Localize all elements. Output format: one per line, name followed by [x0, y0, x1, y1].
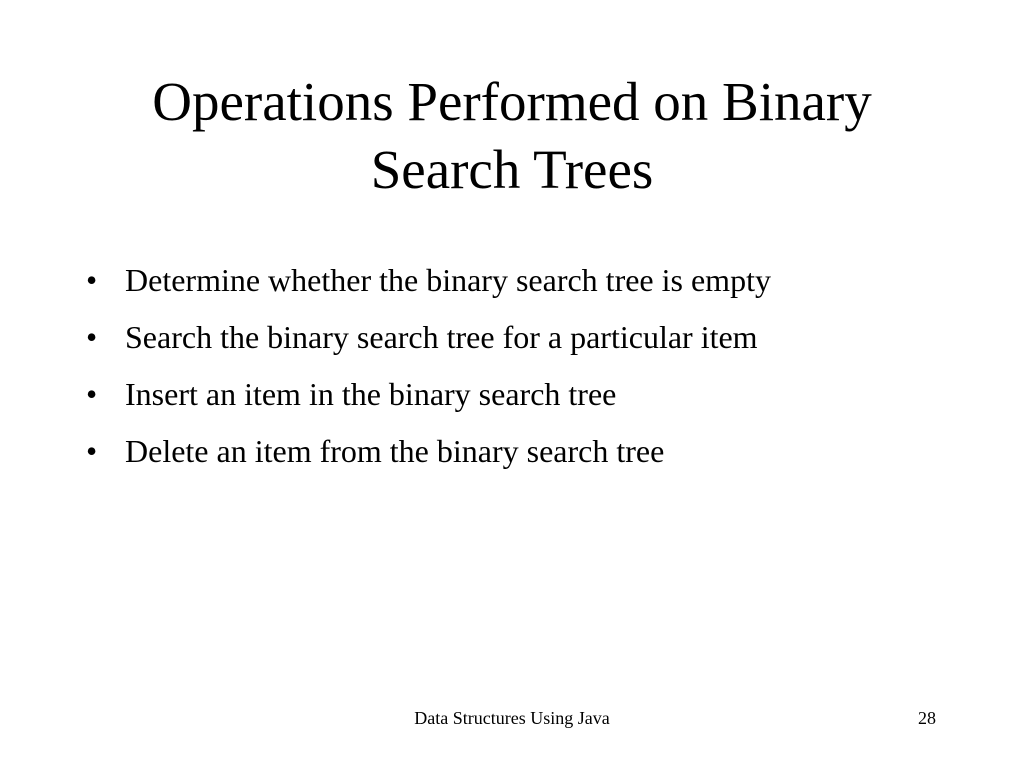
- bullet-text: Delete an item from the binary search tree: [125, 433, 665, 469]
- bullet-list: [86, 252, 986, 480]
- slide-title-line-1: Operations Performed on Binary: [152, 71, 872, 132]
- slide-title-line-2: Search Trees: [370, 139, 654, 200]
- bullet-item: [86, 423, 986, 480]
- bullet-dot-icon: •: [86, 319, 98, 355]
- bullet-item: [86, 252, 986, 309]
- slide-footer: Data Structures Using Java: [414, 708, 610, 728]
- slide-title: [0, 68, 1024, 204]
- bullet-dot-icon: •: [86, 262, 98, 298]
- bullet-dot-icon: •: [86, 376, 98, 412]
- page-number: 28: [918, 708, 936, 728]
- bullet-item: [86, 366, 986, 423]
- bullet-dot-icon: •: [86, 433, 98, 469]
- bullet-text: Determine whether the binary search tree is empty: [125, 262, 771, 298]
- bullet-item: [86, 309, 986, 366]
- bullet-text: Insert an item in the binary search tree: [125, 376, 617, 412]
- bullet-text: Search the binary search tree for a particular item: [125, 319, 758, 355]
